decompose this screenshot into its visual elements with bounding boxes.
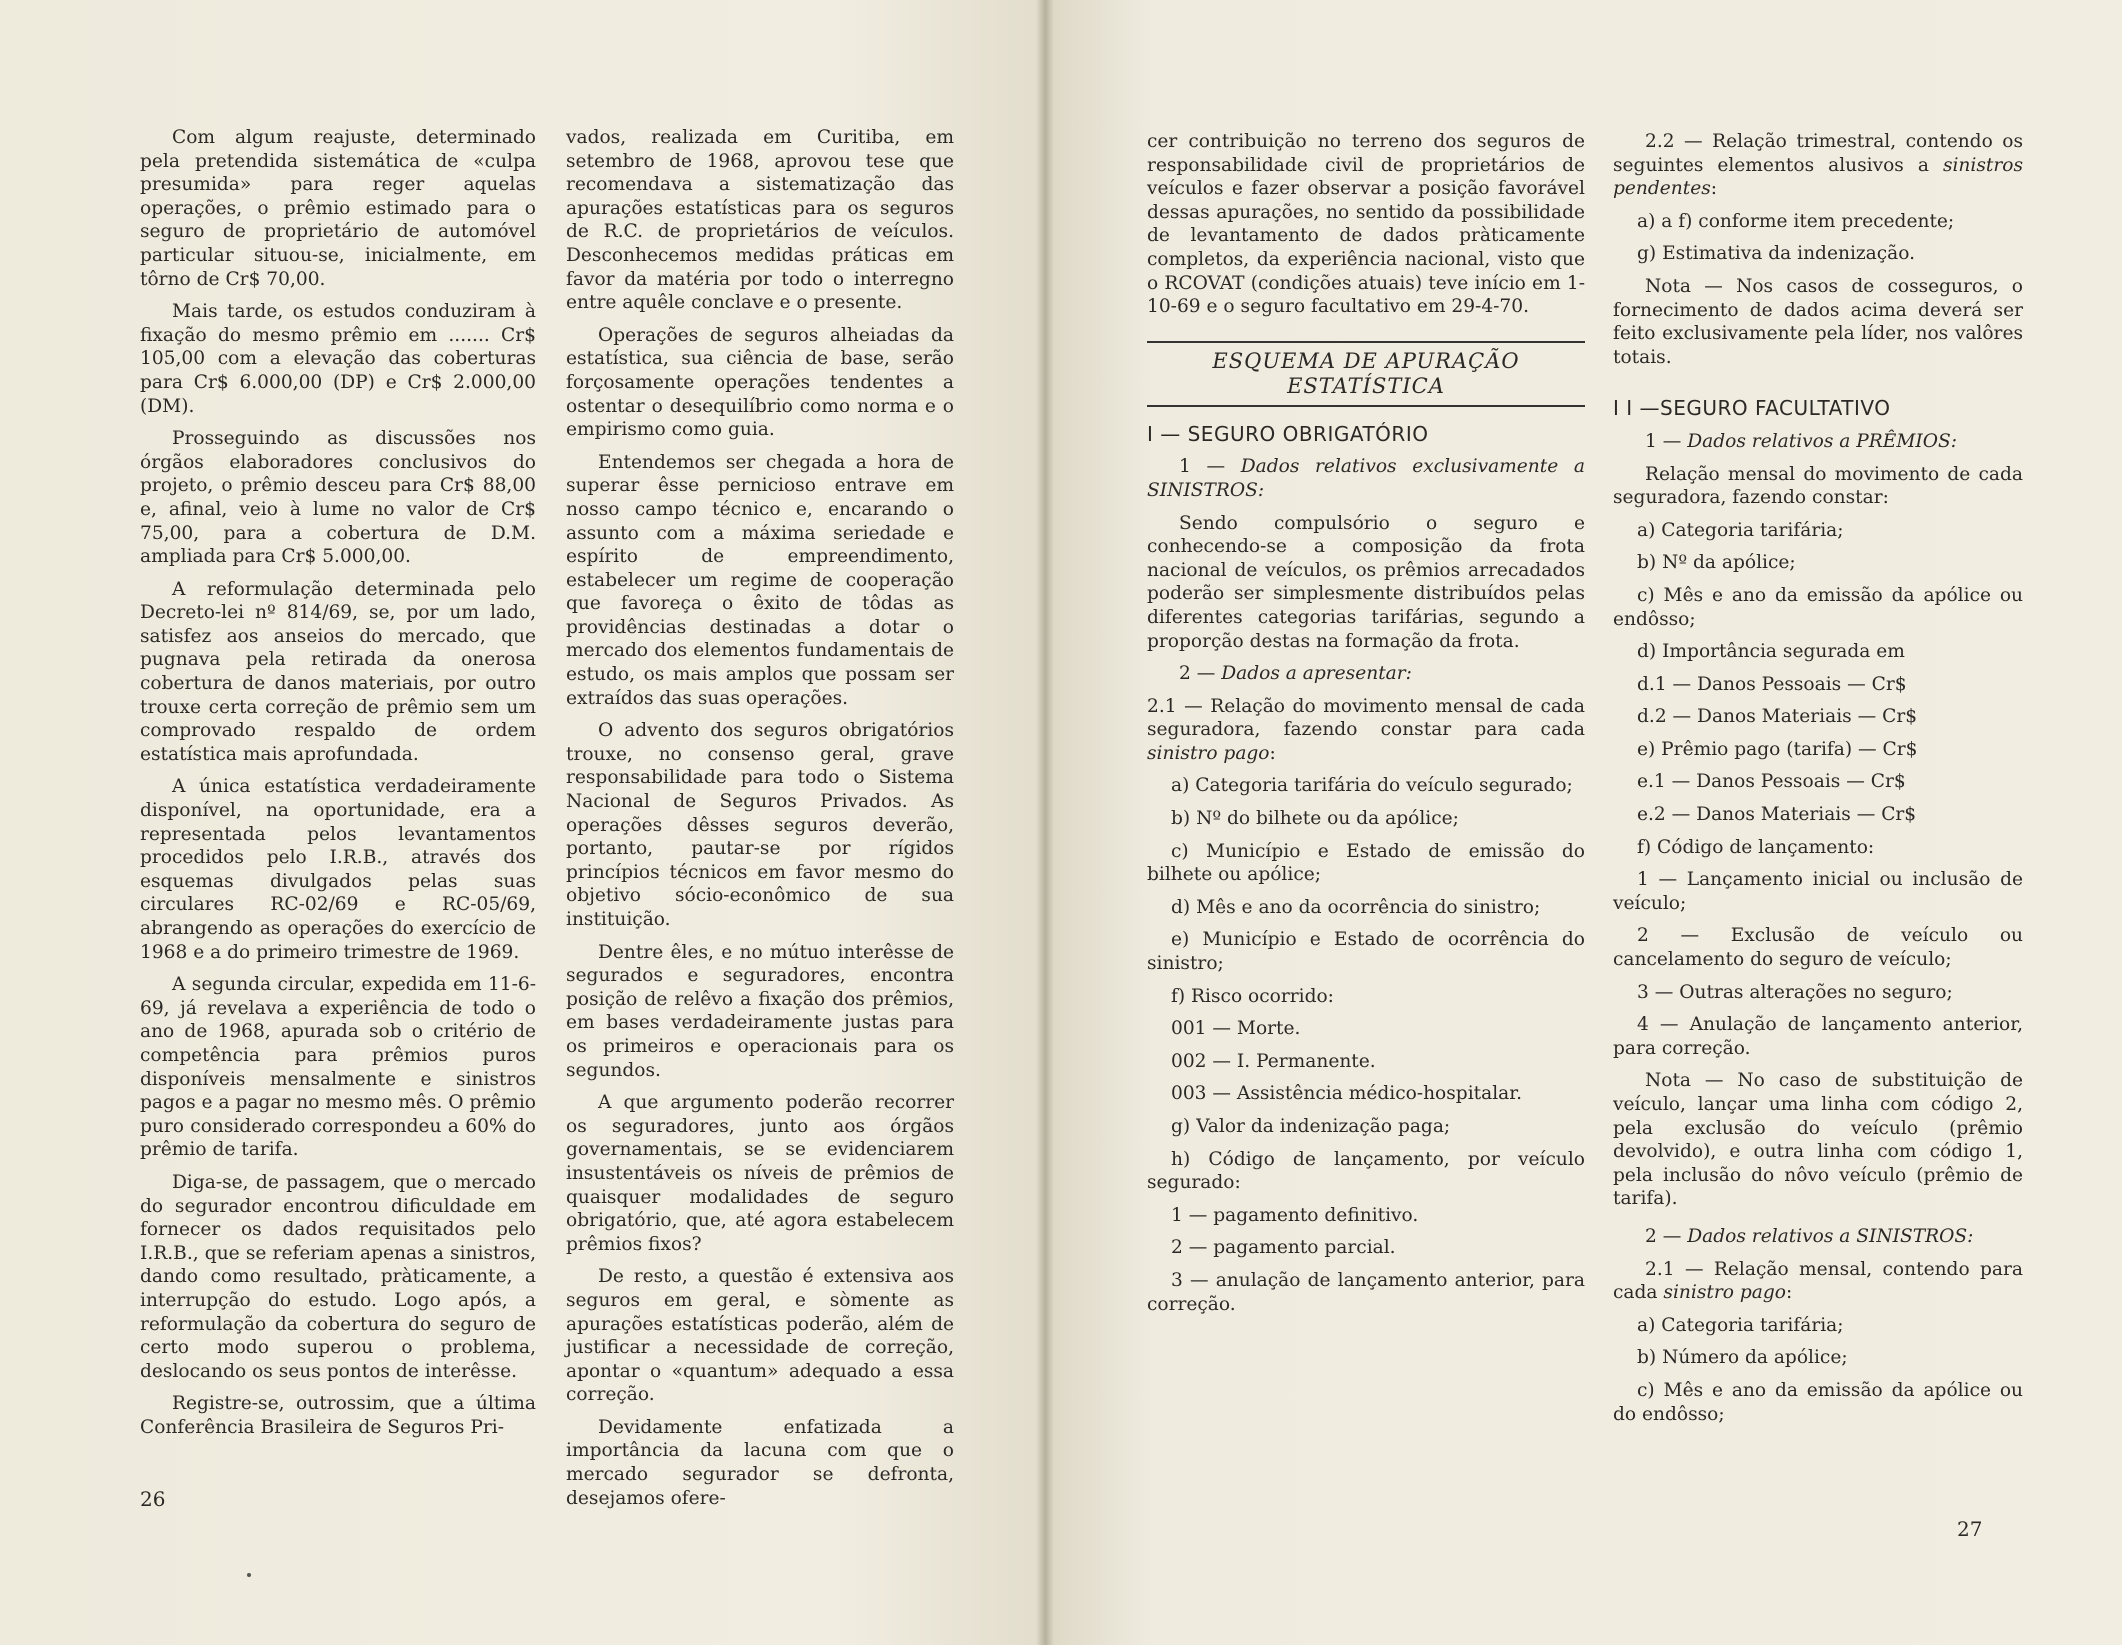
page-number-right: 27 [1957, 1517, 1983, 1541]
list-item: 1 — Lançamento inicial ou inclusão de veículo; [1613, 869, 2023, 914]
paragraph: Sendo compulsório o seguro e conhecendo-se a composição da frota nacional de veículos, os prêmios arrecadados poderão ser simplesmente distribuídos pelas diferentes categorias tarifárias, segundo a proporção destas na formação da frota. [1147, 512, 1585, 652]
subheading: 2 — Dados relativos a SINISTROS: [1645, 1225, 1974, 1247]
list-item: c) Município e Estado de emissão do bilhete ou apólice; [1147, 840, 1585, 886]
paragraph: Relação mensal do movimento de cada seguradora, fazendo constar: [1613, 463, 2023, 509]
list-item: g) Valor da indenização paga; [1171, 1116, 1451, 1137]
paragraph: Diga-se, de passagem, que o mercado do segurador encontrou dificuldade em fornecer os dados requisitados pelo I.R.B., que se referiam apenas a sinistros, dando como resultado, pràticamente, a interrupção do estudo. Logo após, a reformulação da cobertura do seguro de certo modo superou o problema, deslocando os seus pontos de interêsse. [140, 1171, 536, 1382]
section-heading: I — SEGURO OBRIGATÓRIO [1147, 421, 1429, 446]
subheading: 1 — Dados relativos exclusivamente a SINISTROS: [1147, 456, 1585, 501]
list-item: 2 — Exclusão de veículo ou cancelamento do seguro de veículo; [1613, 925, 2023, 971]
paragraph: A segunda circular, expedida em 11-6-69, já revelava a experiência de todo o ano de 1968, apurada sob o critério de competência para prêmios puros disponíveis mensalmente e sinistros pagos e a pagar no mesmo mês. O prêmio puro considerado correspondeu a 60% do prêmio de tarifa. [140, 974, 536, 1161]
scheme-title-line-2: ESTATÍSTICA [1287, 373, 1445, 398]
paragraph: A única estatística verdadeiramente disponível, na oportunidade, era a representada pelos levantamentos procedidos pelo I.R.B., através dos esquemas divulgados pelas suas circulares RC-02/69 e RC-05/69, abrangendo as operações do exercício de 1968 e a do primeiro trimestre de 1969. [140, 776, 536, 963]
list-item: d) Importância segurada em [1637, 641, 1905, 663]
list-item: d.1 — Danos Pessoais — Cr$ [1637, 673, 1907, 695]
list-item: e) Prêmio pago (tarifa) — Cr$ [1637, 738, 1918, 760]
left-column-1 [140, 126, 536, 1448]
list-item: f) Código de lançamento: [1637, 836, 1875, 858]
section-heading: I I —SEGURO FACULTATIVO [1613, 396, 1891, 421]
list-item: a) Categoria tarifária do veículo segurado; [1171, 775, 1573, 797]
list-item: a) Categoria tarifária; [1637, 519, 1844, 541]
list-item: b) Número da apólice; [1637, 1347, 1848, 1369]
list-item: a) Categoria tarifária; [1637, 1314, 1844, 1336]
subheading-text: Dados a apresentar: [1221, 663, 1412, 685]
note: Nota — Nos casos de cosseguros, o fornecimento de dados acima deverá ser feito exclusivamente pela líder, nos valôres totais. [1613, 275, 2023, 368]
list-item: g) Estimativa da indenização. [1637, 243, 1916, 265]
list-item: e.1 — Danos Pessoais — Cr$ [1637, 771, 1906, 793]
paragraph: Com algum reajuste, determinado pela pretendida sistemática de «culpa presumida» para reger aquelas operações, o prêmio estimado para o seguro de proprietário de automóvel particular situou-se, inicialmente, em tôrno de Cr$ 70,00. [140, 127, 536, 290]
paragraph: Dentre êles, e no mútuo interêsse de segurados e seguradores, encontra posição de relêvo a fixação dos prêmios, em bases verdadeiramente justas para os primeiros e operacionais para os segundos. [566, 941, 954, 1081]
list-item: a) a f) conforme item precedente; [1637, 210, 1955, 232]
paragraph: De resto, a questão é extensiva aos seguros em geral, e sòmente as apurações estatísticas poderão, além de justificar a necessidade de correção, apontar o «quantum» adequado a essa correção. [566, 1266, 954, 1406]
paragraph: cer contribuição no terreno dos seguros de responsabilidade civil de proprietários de veículos e fazer observar a posição favorável dessas apurações, no sentido da possibilidade de levantamento de dados pràticamente completos, da experiência nacional, visto que o RCOVAT (condições atuais) teve início em 1-10-69 e o seguro facultativo em 29-4-70. [1147, 131, 1585, 318]
list-item: 2 — pagamento parcial. [1171, 1237, 1396, 1259]
list-item: 002 — I. Permanente. [1171, 1050, 1376, 1072]
note: Nota — No caso de substituição de veículo, lançar uma linha com código 2, pela exclusão do veículo (prêmio devolvido), e outra linha com código 1, pela inclusão do nôvo veículo (prêmio de tarifa). [1613, 1070, 2023, 1210]
paragraph: vados, realizada em Curitiba, em setembro de 1968, aprovou tese que recomendava a sistematização das apurações estatísticas para os seguros de R.C. de proprietários de veículos. Desconhecemos medidas práticas em favor da matéria por todo o interregno entre aquêle conclave e o presente. [566, 127, 954, 314]
book-gutter [1036, 0, 1054, 1645]
left-column-2 [566, 126, 954, 1519]
paragraph: 2.1 — Relação mensal, contendo para cada sinistro pago: [1613, 1258, 2023, 1304]
subheading-text: Dados relativos a SINISTROS: [1687, 1225, 1974, 1247]
list-item: e.2 — Danos Materiais — Cr$ [1637, 804, 1917, 826]
right-page [1045, 0, 2122, 1645]
list-item: f) Risco ocorrido: [1171, 985, 1334, 1007]
subheading-text: Dados relativos a PRÊMIOS: [1687, 430, 1958, 452]
paragraph: Mais tarde, os estudos conduziram à fixação do mesmo prêmio em ....... Cr$ 105,00 com a elevação das coberturas para Cr$ 6.000,00 (DP) e Cr$ 2.000,00 (DM). [140, 301, 536, 417]
paragraph: A que argumento poderão recorrer os seguradores, junto aos órgãos governamentais, se se evidenciarem insustentáveis os níveis de prêmios de quaisquer modalidades de seguro obrigatório, que, até agora estabelecem prêmios fixos? [566, 1092, 954, 1255]
paragraph: A reformulação determinada pelo Decreto-lei nº 814/69, se, por um lado, satisfez aos anseios do mercado, que pugnava pela retirada da onerosa cobertura de danos materiais, por outro trouxe certa correção de prêmio sem um comprovado respaldo de ordem estatística mais aprofundada. [140, 578, 536, 765]
paragraph: 2.2 — Relação trimestral, contendo os seguintes elementos alusivos a sinistros pendentes: [1613, 131, 2023, 200]
list-item: 003 — Assistência médico-hospitalar. [1171, 1083, 1522, 1105]
list-item: d) Mês e ano da ocorrência do sinistro; [1171, 896, 1541, 918]
page-number-left: 26 [140, 1487, 166, 1511]
list-item: 3 — anulação de lançamento anterior, para correção. [1147, 1269, 1585, 1315]
list-item: 1 — pagamento definitivo. [1171, 1204, 1419, 1226]
left-page [0, 0, 1045, 1645]
paragraph: O advento dos seguros obrigatórios trouxe, no consenso geral, grave responsabilidade para todo o Sistema Nacional de Seguros Privados. As operações dêsses seguros deverão, portanto, pautar-se por rígidos princípios técnicos em favor mesmo do objetivo sócio-econômico de sua instituição. [566, 720, 954, 930]
list-item: c) Mês e ano da emissão da apólice ou do endôsso; [1613, 1379, 2023, 1425]
list-item: h) Código de lançamento, por veículo segurado: [1147, 1148, 1585, 1194]
paragraph: 2.1 — Relação do movimento mensal de cada seguradora, fazendo constar para cada sinistro pago: [1147, 695, 1585, 764]
list-item: b) Nº do bilhete ou da apólice; [1171, 808, 1459, 830]
ink-speck [247, 1573, 251, 1577]
paragraph: Entendemos ser chegada a hora de superar êsse pernicioso entrave em nosso campo técnico e, encarando o assunto com a máxima seriedade e espírito de empreendimento, estabelecer um regime de cooperação que favoreça o êxito de tôdas as providências destinadas a dotar o mercado dos elementos fundamentais de estudo, os mais amplos que possam ser extraídos das suas operações. [566, 451, 954, 709]
right-column-1 [1147, 130, 1585, 1325]
list-item: d.2 — Danos Materiais — Cr$ [1637, 706, 1918, 728]
right-column-2 [1613, 130, 2023, 1435]
paragraph: Devidamente enfatizada a importância da lacuna com que o mercado segurador se defronta, desejamos ofere- [566, 1416, 954, 1509]
scheme-title-block [1147, 341, 1585, 407]
subheading: 1 — Dados relativos a PRÊMIOS: [1645, 430, 1958, 452]
list-item: e) Município e Estado de ocorrência do sinistro; [1147, 929, 1585, 975]
paragraph: Registre-se, outrossim, que a última Conferência Brasileira de Seguros Pri- [140, 1393, 536, 1438]
paragraph: Prosseguindo as discussões nos órgãos elaboradores conclusivos do projeto, o prêmio desceu para Cr$ 88,00 e, afinal, veio à lume no valor de Cr$ 75,00, para a cobertura de D.M. ampliada para Cr$ 5.000,00. [140, 428, 536, 568]
subheading-text: Dados relativos exclusivamente a SINISTROS: [1147, 456, 1585, 501]
list-item: 4 — Anulação de lançamento anterior, para correção. [1613, 1014, 2023, 1059]
list-item: c) Mês e ano da emissão da apólice ou endôsso; [1613, 584, 2023, 630]
list-item: 3 — Outras alterações no seguro; [1637, 981, 1953, 1003]
divider [1147, 405, 1585, 407]
paragraph: Operações de seguros alheiadas da estatística, sua ciência de base, serão forçosamente operações tendentes a ostentar o desequilíbrio como norma e o empirismo como guia. [566, 324, 954, 441]
subheading: 2 — Dados a apresentar: [1179, 663, 1412, 685]
divider [1147, 341, 1585, 343]
list-item: 001 — Morte. [1171, 1018, 1301, 1040]
list-item: b) Nº da apólice; [1637, 552, 1796, 574]
scheme-title-line-1: ESQUEMA DE APURAÇÃO [1212, 348, 1520, 373]
